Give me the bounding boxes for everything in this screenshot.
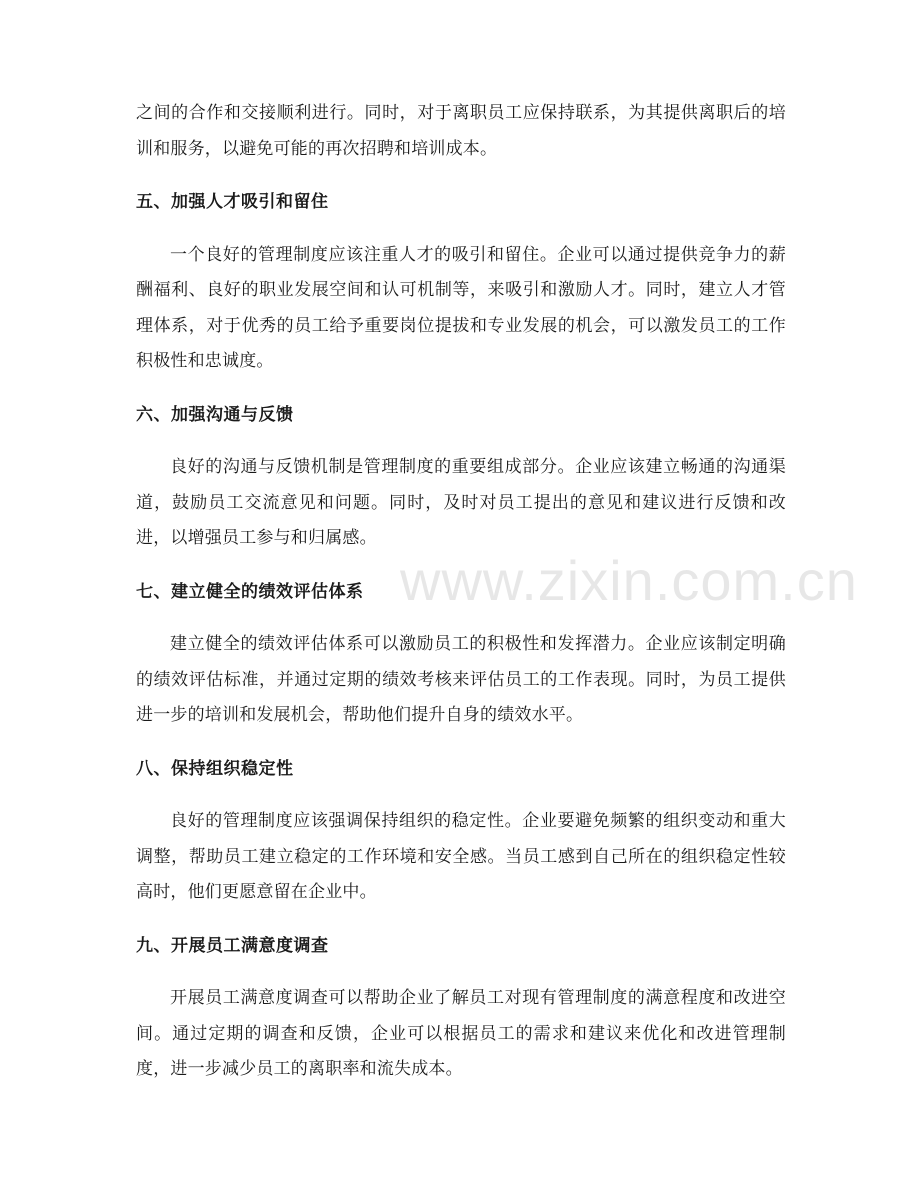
section-paragraph: 良好的沟通与反馈机制是管理制度的重要组成部分。企业应该建立畅通的沟通渠道，鼓励员工交流意见和问题。同时，及时对员工提出的意见和建议进行反馈和改进，以增强员工参与和归属感。 — [136, 457, 786, 548]
section-paragraph: 建立健全的绩效评估体系可以激励员工的积极性和发挥潜力。企业应该制定明确的绩效评估标准，并通过定期的绩效考核来评估员工的工作表现。同时，为员工提供进一步的培训和发展机会，帮助他们提升自身的绩效水平。 — [136, 634, 786, 725]
section-5 — [136, 185, 786, 380]
watermark: www.zixin.com.cn — [400, 549, 858, 612]
section-paragraph: 一个良好的管理制度应该注重人才的吸引和留住。企业可以通过提供竞争力的薪酬福利、良好的职业发展空间和认可机制等，来吸引和激励人才。同时，建立人才管理体系，对于优秀的员工给予重要岗位提拔和专业发展的机会，可以激发员工的工作积极性和忠诚度。 — [136, 244, 786, 371]
section-paragraph: 开展员工满意度调查可以帮助企业了解员工对现有管理制度的满意程度和改进空间。通过定期的调查和反馈，企业可以根据员工的需求和建议来优化和改进管理制度，进一步减少员工的离职率和流失成本。 — [136, 988, 786, 1079]
section-9 — [136, 929, 786, 1088]
section-heading: 七、建立健全的绩效评估体系 — [136, 581, 364, 602]
section-heading: 五、加强人才吸引和留住 — [136, 192, 329, 212]
section-heading: 九、开展员工满意度调查 — [136, 935, 329, 956]
section-8 — [136, 752, 786, 911]
intro-paragraph: 之间的合作和交接顺利进行。同时，对于离职员工应保持联系，为其提供离职后的培训和服务，以避免可能的再次招聘和培训成本。 — [136, 103, 786, 159]
section-6 — [136, 398, 786, 557]
section-paragraph: 良好的管理制度应该强调保持组织的稳定性。企业要避免频繁的组织变动和重大调整，帮助员工建立稳定的工作环境和安全感。当员工感到自己所在的组织稳定性较高时，他们更愿意留在企业中。 — [136, 811, 786, 902]
section-heading: 六、加强沟通与反馈 — [136, 404, 294, 425]
section-heading: 八、保持组织稳定性 — [136, 758, 294, 779]
